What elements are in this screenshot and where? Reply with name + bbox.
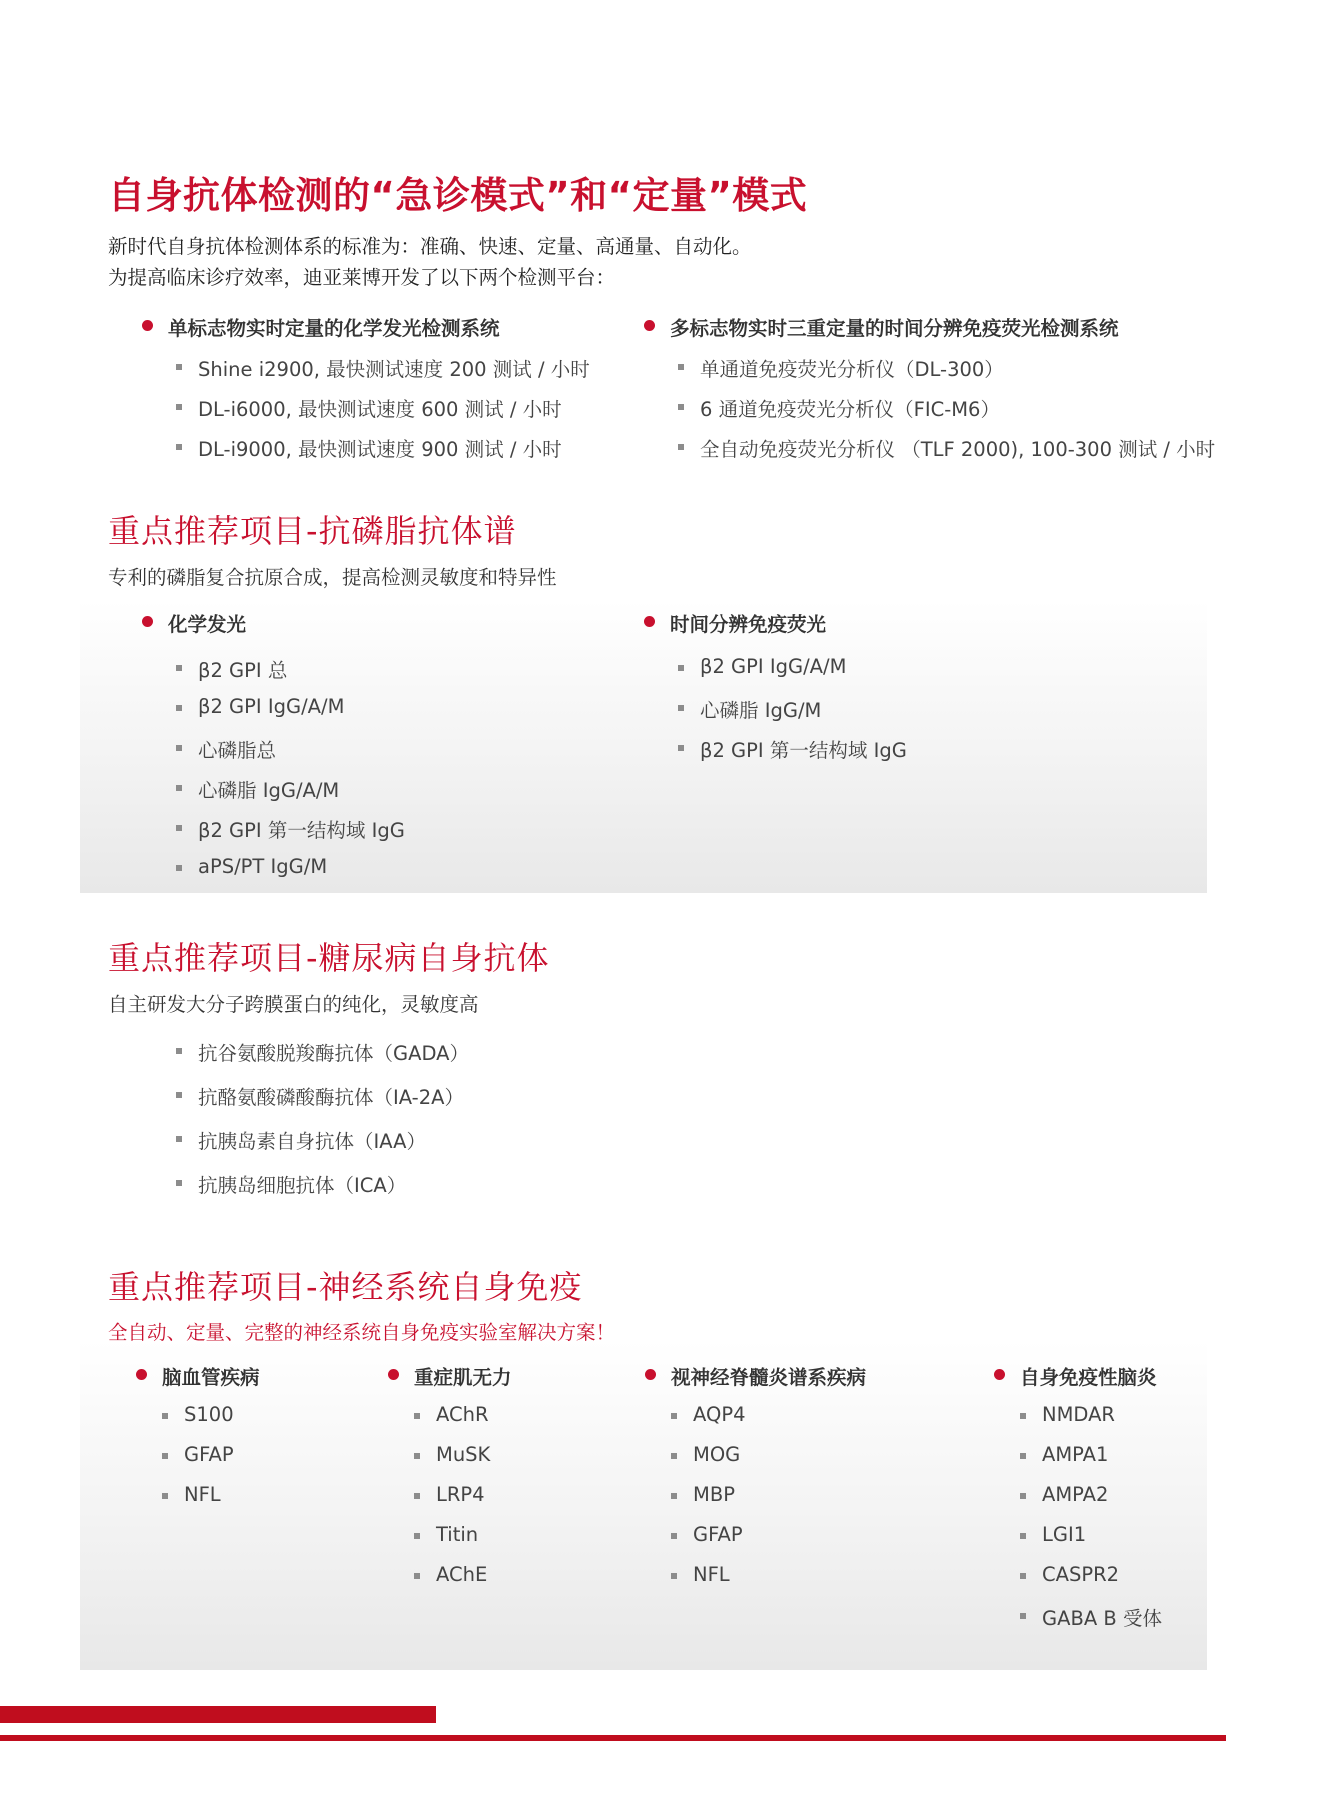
aps-right-item: β2 GPI IgG/A/M [678, 655, 846, 678]
aps-left-item: 心磷脂总 [176, 735, 276, 763]
neuro-column-heading: 视神经脊髓炎谱系疾病 [645, 1362, 866, 1390]
platform-left-item: Shine i2900, 最快测试速度 200 测试 / 小时 [176, 354, 590, 382]
neuro-column-item: NFL [671, 1563, 730, 1586]
neuro-column-item: Titin [414, 1523, 478, 1546]
diabetes-subtitle: 自主研发大分子跨膜蛋白的纯化，灵敏度高 [108, 993, 479, 1016]
neuro-column-item: AChR [414, 1403, 489, 1426]
diabetes-item: 抗谷氨酸脱羧酶抗体（GADA） [176, 1038, 469, 1066]
platform-left-item: DL-i9000, 最快测试速度 900 测试 / 小时 [176, 434, 562, 462]
aps-left-item: aPS/PT IgG/M [176, 855, 327, 878]
aps-right-item: 心磷脂 IgG/M [678, 695, 821, 723]
aps-left-heading: 化学发光 [142, 609, 246, 637]
neuro-column-heading: 重症肌无力 [388, 1362, 512, 1390]
neuro-section-heading: 重点推荐项目-神经系统自身免疫 [108, 1268, 583, 1306]
aps-left-item: 心磷脂 IgG/A/M [176, 775, 339, 803]
neuro-column-item: AMPA2 [1020, 1483, 1108, 1506]
page-title: 自身抗体检测的“急诊模式”和“定量”模式 [108, 174, 808, 217]
neuro-column-item: MBP [671, 1483, 735, 1506]
neuro-column-heading: 脑血管疾病 [136, 1362, 260, 1390]
neuro-column-item: MOG [671, 1443, 740, 1466]
diabetes-item: 抗胰岛细胞抗体（ICA） [176, 1170, 406, 1198]
neuro-subtitle: 全自动、定量、完整的神经系统自身免疫实验室解决方案！ [108, 1321, 616, 1344]
footer-thick-bar [0, 1706, 436, 1723]
platform-left-item: DL-i6000, 最快测试速度 600 测试 / 小时 [176, 394, 562, 422]
neuro-column-item: AChE [414, 1563, 487, 1586]
neuro-column-item: AMPA1 [1020, 1443, 1108, 1466]
aps-left-item: β2 GPI 第一结构域 IgG [176, 815, 405, 843]
diabetes-section-heading: 重点推荐项目-糖尿病自身抗体 [108, 939, 550, 977]
aps-left-item: β2 GPI 总 [176, 655, 287, 683]
neuro-column-item: LRP4 [414, 1483, 485, 1506]
platform-right-item: 6 通道免疫荧光分析仪（FIC-M6） [678, 394, 1000, 422]
neuro-column-item: NFL [162, 1483, 221, 1506]
neuro-column-item: GABA B 受体 [1020, 1603, 1162, 1631]
neuro-column-item: AQP4 [671, 1403, 746, 1426]
diabetes-item: 抗酪氨酸磷酸酶抗体（IA-2A） [176, 1082, 464, 1110]
neuro-column-item: LGI1 [1020, 1523, 1086, 1546]
aps-left-item: β2 GPI IgG/A/M [176, 695, 344, 718]
aps-subtitle: 专利的磷脂复合抗原合成，提高检测灵敏度和特异性 [108, 566, 557, 589]
neuro-column-item: MuSK [414, 1443, 490, 1466]
platform-right-item: 全自动免疫荧光分析仪 （TLF 2000), 100-300 测试 / 小时 [678, 434, 1215, 462]
intro-line-2: 为提高临床诊疗效率，迪亚莱博开发了以下两个检测平台： [108, 266, 616, 289]
neuro-column-heading: 自身免疫性脑炎 [994, 1362, 1157, 1390]
neuro-column-item: S100 [162, 1403, 234, 1426]
aps-section-heading: 重点推荐项目-抗磷脂抗体谱 [108, 512, 517, 550]
platform-left-heading: 单标志物实时定量的化学发光检测系统 [142, 313, 500, 341]
neuro-column-item: NMDAR [1020, 1403, 1115, 1426]
neuro-column-item: CASPR2 [1020, 1563, 1119, 1586]
diabetes-item: 抗胰岛素自身抗体（IAA） [176, 1126, 426, 1154]
neuro-column-item: GFAP [162, 1443, 234, 1466]
intro-line-1: 新时代自身抗体检测体系的标准为：准确、快速、定量、高通量、自动化。 [108, 235, 752, 258]
aps-right-heading: 时间分辨免疫荧光 [644, 609, 826, 637]
neuro-column-item: GFAP [671, 1523, 743, 1546]
footer-thin-bar [0, 1735, 1226, 1741]
platform-right-heading: 多标志物实时三重定量的时间分辨免疫荧光检测系统 [644, 313, 1119, 341]
platform-right-item: 单通道免疫荧光分析仪（DL-300） [678, 354, 1004, 382]
aps-right-item: β2 GPI 第一结构域 IgG [678, 735, 907, 763]
